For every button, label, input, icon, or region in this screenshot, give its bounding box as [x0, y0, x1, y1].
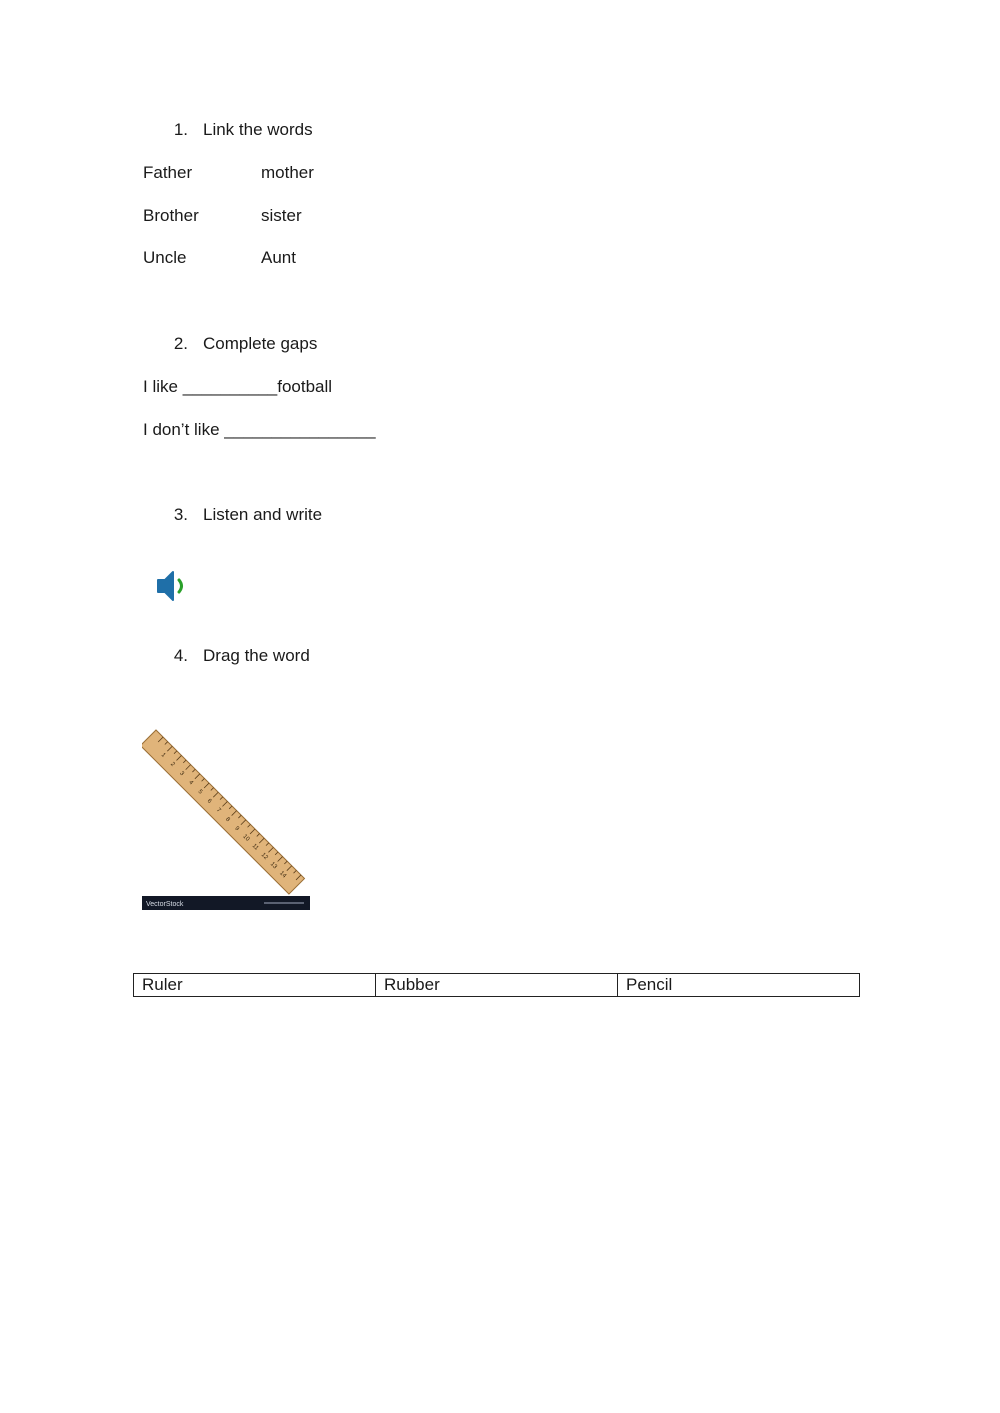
ruler-tick-label: 9 — [233, 825, 240, 833]
gap-field-2[interactable]: ________________ — [224, 420, 376, 439]
drag-word-rubber[interactable]: Rubber — [376, 974, 618, 997]
link-word-left-3[interactable]: Uncle — [143, 248, 187, 267]
section-3-title: Listen and write — [203, 505, 323, 524]
ruler-tick-label: 5 — [196, 788, 204, 796]
table-row — [134, 974, 860, 997]
ruler-tick-label: 7 — [214, 807, 222, 814]
gap-field-1[interactable]: __________ — [182, 377, 278, 396]
link-word-right-1[interactable]: mother — [261, 163, 314, 182]
drag-word-pencil[interactable]: Pencil — [618, 974, 860, 997]
audio-play-button[interactable] — [154, 568, 190, 604]
section-4-number: 4. — [173, 646, 188, 665]
link-word-left-1[interactable]: Father — [143, 163, 193, 182]
speaker-icon — [154, 568, 190, 604]
link-word-left-2[interactable]: Brother — [143, 206, 199, 225]
section-2-title: Complete gaps — [203, 334, 318, 353]
section-1-title: Link the words — [203, 120, 313, 139]
gap-sentence-1 — [143, 377, 332, 397]
section-3-number: 3. — [173, 505, 188, 524]
ruler-tick-label: 11 — [250, 843, 260, 852]
link-word-right-3[interactable]: Aunt — [261, 248, 296, 267]
ruler-image — [142, 726, 312, 912]
ruler-tick-label: 14 — [278, 870, 288, 880]
section-4-title: Drag the word — [203, 646, 310, 665]
section-1-number: 1. — [173, 120, 188, 139]
gap-sentence-1-suffix: football — [277, 377, 333, 396]
section-2-number: 2. — [173, 334, 188, 353]
ruler-tick-label: 8 — [224, 816, 231, 824]
gap-sentence-2 — [143, 420, 376, 440]
ruler-tick-label: 4 — [187, 779, 194, 787]
gap-sentence-1-prefix: I like — [143, 377, 183, 396]
ruler-tick-label: 10 — [241, 833, 251, 843]
ruler-tick-label: 2 — [168, 761, 176, 768]
ruler-tick-label: 3 — [178, 770, 185, 778]
ruler-tick-label: 6 — [205, 798, 213, 805]
ruler-banner-text: VectorStock — [146, 901, 184, 908]
drag-words-table — [133, 973, 860, 997]
gap-sentence-2-prefix: I don’t like — [143, 420, 225, 439]
link-word-right-2[interactable]: sister — [261, 206, 302, 225]
ruler-tick-label: 1 — [159, 752, 167, 759]
ruler-tick-label: 13 — [268, 861, 278, 871]
ruler-tick-label: 12 — [259, 852, 269, 862]
drag-word-ruler[interactable]: Ruler — [134, 974, 376, 997]
